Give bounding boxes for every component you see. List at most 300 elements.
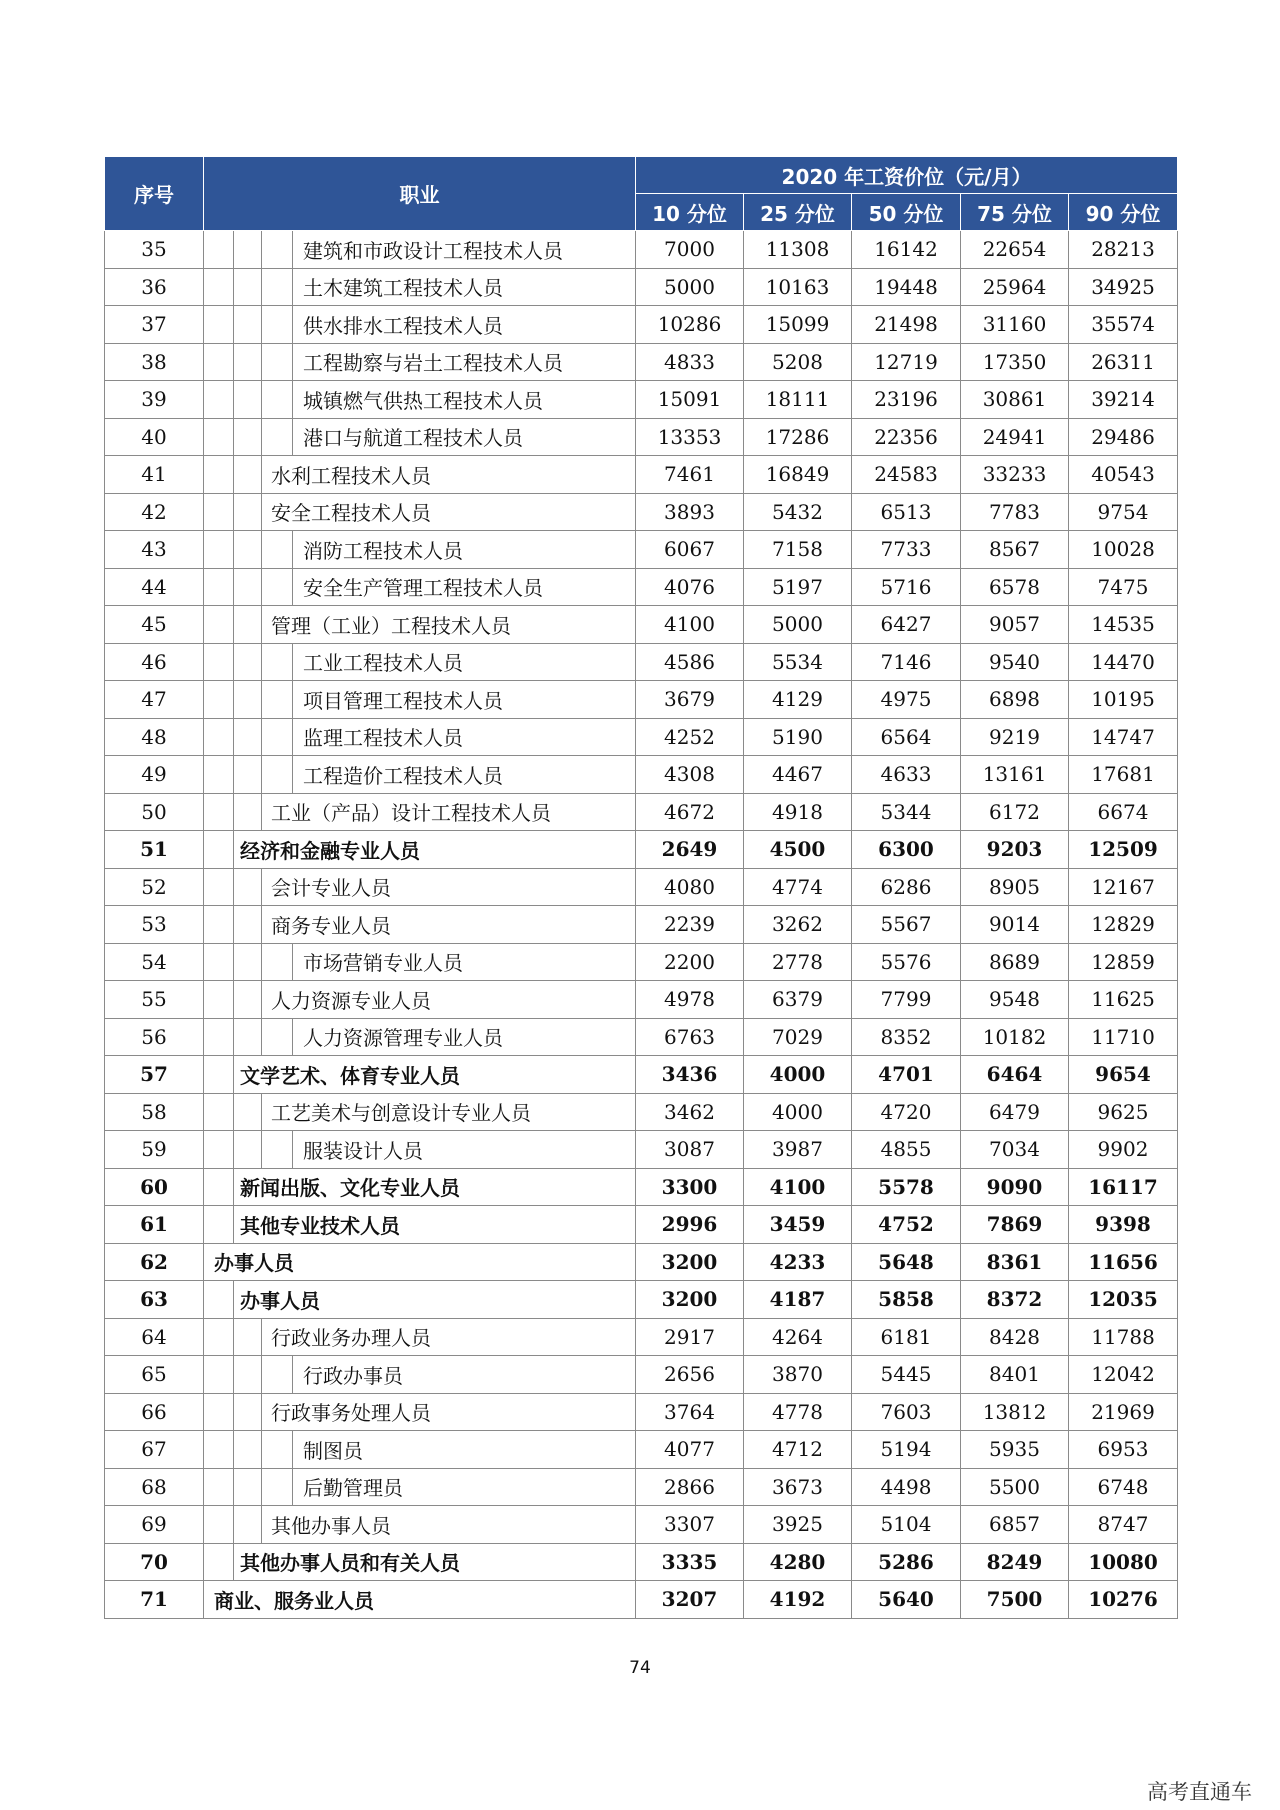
row-p50: 12719: [852, 343, 961, 381]
row-p90: 10028: [1069, 531, 1178, 569]
header-seq: 序号: [105, 157, 204, 231]
table-row: [105, 906, 1178, 944]
table-row: [105, 1506, 1178, 1544]
row-p10: 3893: [636, 493, 744, 531]
row-occupation: 建筑和市政设计工程技术人员: [303, 238, 563, 263]
row-p90: 12042: [1069, 1356, 1178, 1394]
row-p75: 9219: [961, 718, 1069, 756]
row-seq: 65: [105, 1356, 204, 1394]
row-occupation: 安全工程技术人员: [271, 501, 431, 526]
row-p50: 6513: [852, 493, 961, 531]
row-p50: 5567: [852, 906, 961, 944]
table-row: [105, 1206, 1178, 1244]
row-occupation: 城镇燃气供热工程技术人员: [303, 388, 543, 413]
row-occupation: 行政业务办理人员: [271, 1326, 431, 1351]
row-occupation-cell: [204, 1468, 636, 1506]
row-occupation: 会计专业人员: [271, 876, 391, 901]
tree-indent-line: [292, 719, 293, 756]
row-occupation-cell: [204, 1168, 636, 1206]
row-p25: 4712: [744, 1431, 852, 1469]
table-row: [105, 531, 1178, 569]
row-occupation-cell: [204, 268, 636, 306]
page-number: 74: [629, 1658, 651, 1678]
tree-indent-line: [233, 1506, 234, 1543]
table-row: [105, 343, 1178, 381]
tree-indent-line: [233, 1319, 234, 1356]
row-occupation-cell: [204, 381, 636, 419]
tree-indent-line: [233, 944, 234, 981]
row-p75: 8249: [961, 1543, 1069, 1581]
row-seq: 60: [105, 1168, 204, 1206]
row-occupation-cell: [204, 1093, 636, 1131]
row-p90: 6674: [1069, 793, 1178, 831]
row-occupation-cell: [204, 1431, 636, 1469]
row-occupation-cell: [204, 306, 636, 344]
row-occupation: 港口与航道工程技术人员: [303, 426, 523, 451]
row-p10: 3087: [636, 1131, 744, 1169]
tree-indent-line: [233, 719, 234, 756]
row-p75: 17350: [961, 343, 1069, 381]
tree-indent-line: [233, 456, 234, 493]
row-occupation: 服装设计人员: [303, 1138, 423, 1163]
row-seq: 68: [105, 1468, 204, 1506]
table-row: [105, 1431, 1178, 1469]
row-occupation: 新闻出版、文化专业人员: [240, 1176, 460, 1201]
tree-indent-line: [261, 794, 262, 831]
table-row: [105, 418, 1178, 456]
table-row: [105, 1281, 1178, 1319]
row-p50: 5648: [852, 1243, 961, 1281]
row-p75: 8372: [961, 1281, 1069, 1319]
table-row: [105, 493, 1178, 531]
row-p10: 2239: [636, 906, 744, 944]
wage-table: [104, 156, 1178, 1619]
tree-indent-line: [233, 831, 234, 868]
tree-indent-line: [233, 1356, 234, 1393]
row-seq: 50: [105, 793, 204, 831]
row-seq: 40: [105, 418, 204, 456]
row-p10: 2200: [636, 943, 744, 981]
tree-indent-line: [233, 1019, 234, 1056]
row-seq: 39: [105, 381, 204, 419]
tree-indent-line: [233, 794, 234, 831]
row-occupation-cell: [204, 606, 636, 644]
tree-indent-line: [233, 1394, 234, 1431]
row-p50: 4975: [852, 681, 961, 719]
row-p25: 4280: [744, 1543, 852, 1581]
tree-indent-line: [292, 1356, 293, 1393]
tree-indent-line: [292, 531, 293, 568]
row-p90: 26311: [1069, 343, 1178, 381]
row-p50: 21498: [852, 306, 961, 344]
table-row: [105, 681, 1178, 719]
tree-indent-line: [261, 1506, 262, 1543]
row-seq: 36: [105, 268, 204, 306]
row-p75: 9548: [961, 981, 1069, 1019]
row-p50: 5716: [852, 568, 961, 606]
tree-indent-line: [233, 606, 234, 643]
row-p75: 8428: [961, 1318, 1069, 1356]
row-occupation-cell: [204, 1581, 636, 1619]
row-occupation-cell: [204, 681, 636, 719]
tree-indent-line: [261, 1131, 262, 1168]
row-seq: 57: [105, 1056, 204, 1094]
row-p75: 8689: [961, 943, 1069, 981]
tree-indent-line: [261, 756, 262, 793]
tree-indent-line: [261, 1094, 262, 1131]
tree-indent-line: [233, 1469, 234, 1506]
tree-indent-line: [233, 231, 234, 268]
tree-indent-line: [261, 569, 262, 606]
row-p10: 5000: [636, 268, 744, 306]
table-row: [105, 1393, 1178, 1431]
row-p10: 3300: [636, 1168, 744, 1206]
row-p25: 4192: [744, 1581, 852, 1619]
tree-indent-line: [233, 1094, 234, 1131]
row-occupation: 工业工程技术人员: [303, 651, 463, 676]
row-seq: 35: [105, 231, 204, 269]
row-seq: 64: [105, 1318, 204, 1356]
row-p90: 9754: [1069, 493, 1178, 531]
row-seq: 46: [105, 643, 204, 681]
row-seq: 58: [105, 1093, 204, 1131]
row-occupation: 后勤管理员: [303, 1476, 403, 1501]
row-p10: 7461: [636, 456, 744, 494]
header-p75: 75 分位: [961, 194, 1069, 231]
row-occupation: 土木建筑工程技术人员: [303, 276, 503, 301]
row-p90: 40543: [1069, 456, 1178, 494]
row-p10: 6067: [636, 531, 744, 569]
row-occupation: 办事人员: [214, 1251, 294, 1276]
header-p10: 10 分位: [636, 194, 744, 231]
row-occupation: 监理工程技术人员: [303, 726, 463, 751]
row-p50: 5286: [852, 1543, 961, 1581]
row-p25: 11308: [744, 231, 852, 269]
row-p50: 4720: [852, 1093, 961, 1131]
row-occupation-cell: [204, 868, 636, 906]
row-p50: 5344: [852, 793, 961, 831]
table-row: [105, 381, 1178, 419]
row-seq: 49: [105, 756, 204, 794]
tree-indent-line: [261, 719, 262, 756]
row-p50: 19448: [852, 268, 961, 306]
header-p50: 50 分位: [852, 194, 961, 231]
row-p90: 12859: [1069, 943, 1178, 981]
row-p25: 17286: [744, 418, 852, 456]
row-occupation-cell: [204, 718, 636, 756]
row-p90: 34925: [1069, 268, 1178, 306]
row-seq: 55: [105, 981, 204, 1019]
table-header: [105, 157, 1178, 231]
table-row: [105, 1093, 1178, 1131]
row-p50: 5445: [852, 1356, 961, 1394]
row-p50: 6564: [852, 718, 961, 756]
row-p25: 4264: [744, 1318, 852, 1356]
row-p90: 17681: [1069, 756, 1178, 794]
row-p10: 2866: [636, 1468, 744, 1506]
table-row: [105, 793, 1178, 831]
row-seq: 59: [105, 1131, 204, 1169]
row-p25: 7029: [744, 1018, 852, 1056]
row-p10: 4672: [636, 793, 744, 831]
row-p90: 11656: [1069, 1243, 1178, 1281]
row-occupation-cell: [204, 756, 636, 794]
row-p90: 7475: [1069, 568, 1178, 606]
row-p10: 15091: [636, 381, 744, 419]
row-p10: 13353: [636, 418, 744, 456]
row-p10: 2649: [636, 831, 744, 869]
tree-indent-line: [261, 231, 262, 268]
tree-indent-line: [233, 1131, 234, 1168]
table-row: [105, 756, 1178, 794]
row-p25: 5432: [744, 493, 852, 531]
tree-indent-line: [261, 381, 262, 418]
tree-indent-line: [233, 681, 234, 718]
row-p90: 11788: [1069, 1318, 1178, 1356]
tree-indent-line: [292, 419, 293, 456]
tree-indent-line: [261, 494, 262, 531]
row-seq: 42: [105, 493, 204, 531]
header-occupation: 职业: [204, 157, 636, 231]
row-p75: 9014: [961, 906, 1069, 944]
table-row: [105, 1168, 1178, 1206]
row-p10: 4252: [636, 718, 744, 756]
row-p90: 10195: [1069, 681, 1178, 719]
row-p90: 10276: [1069, 1581, 1178, 1619]
row-p50: 6427: [852, 606, 961, 644]
row-p75: 6578: [961, 568, 1069, 606]
row-seq: 44: [105, 568, 204, 606]
row-p10: 3764: [636, 1393, 744, 1431]
row-occupation: 文学艺术、体育专业人员: [240, 1063, 460, 1088]
tree-indent-line: [261, 456, 262, 493]
row-p25: 4467: [744, 756, 852, 794]
watermark: 高考直通车: [1147, 1780, 1252, 1804]
row-p90: 29486: [1069, 418, 1178, 456]
row-p50: 5578: [852, 1168, 961, 1206]
row-p10: 3200: [636, 1243, 744, 1281]
row-occupation: 办事人员: [240, 1288, 320, 1313]
row-occupation: 人力资源管理专业人员: [303, 1026, 503, 1051]
row-p50: 7733: [852, 531, 961, 569]
row-occupation-cell: [204, 1281, 636, 1319]
row-p75: 7869: [961, 1206, 1069, 1244]
tree-indent-line: [292, 1019, 293, 1056]
row-occupation-cell: [204, 1131, 636, 1169]
header-p25: 25 分位: [744, 194, 852, 231]
row-p75: 8567: [961, 531, 1069, 569]
table-row: [105, 568, 1178, 606]
table-row: [105, 231, 1178, 269]
row-seq: 66: [105, 1393, 204, 1431]
row-p75: 13161: [961, 756, 1069, 794]
row-p25: 3459: [744, 1206, 852, 1244]
tree-indent-line: [292, 681, 293, 718]
tree-indent-line: [233, 906, 234, 943]
row-p75: 22654: [961, 231, 1069, 269]
row-occupation-cell: [204, 343, 636, 381]
row-p50: 23196: [852, 381, 961, 419]
row-p75: 7034: [961, 1131, 1069, 1169]
row-p10: 4586: [636, 643, 744, 681]
tree-indent-line: [233, 344, 234, 381]
row-p10: 3462: [636, 1093, 744, 1131]
row-seq: 54: [105, 943, 204, 981]
tree-indent-line: [233, 1281, 234, 1318]
tree-indent-line: [261, 944, 262, 981]
tree-indent-line: [261, 906, 262, 943]
table-row: [105, 456, 1178, 494]
table-row: [105, 1243, 1178, 1281]
row-occupation-cell: [204, 231, 636, 269]
row-p90: 21969: [1069, 1393, 1178, 1431]
row-p10: 3335: [636, 1543, 744, 1581]
row-occupation-cell: [204, 1243, 636, 1281]
row-occupation-cell: [204, 1056, 636, 1094]
tree-indent-line: [233, 644, 234, 681]
tree-indent-line: [292, 569, 293, 606]
tree-indent-line: [261, 1394, 262, 1431]
row-p90: 9654: [1069, 1056, 1178, 1094]
row-p90: 11625: [1069, 981, 1178, 1019]
row-p90: 6748: [1069, 1468, 1178, 1506]
table-row: [105, 981, 1178, 1019]
table-body: [105, 231, 1178, 1619]
row-p25: 3925: [744, 1506, 852, 1544]
row-p10: 3200: [636, 1281, 744, 1319]
row-p10: 2656: [636, 1356, 744, 1394]
row-p90: 9398: [1069, 1206, 1178, 1244]
row-occupation-cell: [204, 456, 636, 494]
row-p90: 12509: [1069, 831, 1178, 869]
row-p90: 11710: [1069, 1018, 1178, 1056]
row-occupation: 经济和金融专业人员: [240, 838, 420, 863]
row-occupation: 其他办事人员: [271, 1513, 391, 1538]
row-p50: 4752: [852, 1206, 961, 1244]
row-p25: 4500: [744, 831, 852, 869]
row-p10: 3679: [636, 681, 744, 719]
row-seq: 63: [105, 1281, 204, 1319]
row-p25: 15099: [744, 306, 852, 344]
tree-indent-line: [261, 419, 262, 456]
row-p25: 4233: [744, 1243, 852, 1281]
row-occupation: 行政事务处理人员: [271, 1401, 431, 1426]
row-p10: 10286: [636, 306, 744, 344]
row-p50: 6181: [852, 1318, 961, 1356]
tree-indent-line: [261, 981, 262, 1018]
row-p75: 6898: [961, 681, 1069, 719]
row-seq: 61: [105, 1206, 204, 1244]
row-p90: 12829: [1069, 906, 1178, 944]
row-seq: 48: [105, 718, 204, 756]
row-p75: 13812: [961, 1393, 1069, 1431]
tree-indent-line: [292, 344, 293, 381]
row-seq: 47: [105, 681, 204, 719]
row-seq: 41: [105, 456, 204, 494]
table-row: [105, 606, 1178, 644]
row-p50: 5640: [852, 1581, 961, 1619]
row-occupation-cell: [204, 643, 636, 681]
row-p25: 2778: [744, 943, 852, 981]
row-p10: 3436: [636, 1056, 744, 1094]
row-p75: 7783: [961, 493, 1069, 531]
row-p75: 24941: [961, 418, 1069, 456]
table-row: [105, 868, 1178, 906]
row-p50: 5104: [852, 1506, 961, 1544]
tree-indent-line: [233, 1056, 234, 1093]
row-p10: 3307: [636, 1506, 744, 1544]
row-p10: 4077: [636, 1431, 744, 1469]
row-occupation: 商业、服务业人员: [214, 1588, 374, 1613]
row-p50: 7603: [852, 1393, 961, 1431]
tree-indent-line: [292, 1469, 293, 1506]
row-p90: 28213: [1069, 231, 1178, 269]
row-p50: 24583: [852, 456, 961, 494]
tree-indent-line: [261, 1356, 262, 1393]
tree-indent-line: [292, 269, 293, 306]
row-p50: 5576: [852, 943, 961, 981]
row-p25: 5534: [744, 643, 852, 681]
row-p75: 9090: [961, 1168, 1069, 1206]
tree-indent-line: [261, 1319, 262, 1356]
row-seq: 52: [105, 868, 204, 906]
row-p25: 10163: [744, 268, 852, 306]
table-row: [105, 718, 1178, 756]
table-row: [105, 306, 1178, 344]
row-p90: 14470: [1069, 643, 1178, 681]
row-p75: 30861: [961, 381, 1069, 419]
row-p25: 4774: [744, 868, 852, 906]
row-p10: 4308: [636, 756, 744, 794]
row-occupation-cell: [204, 1393, 636, 1431]
row-p90: 35574: [1069, 306, 1178, 344]
row-p25: 3262: [744, 906, 852, 944]
row-p25: 4778: [744, 1393, 852, 1431]
table-row: [105, 1468, 1178, 1506]
row-seq: 53: [105, 906, 204, 944]
tree-indent-line: [233, 306, 234, 343]
tree-indent-line: [233, 269, 234, 306]
row-p25: 6379: [744, 981, 852, 1019]
row-p10: 2917: [636, 1318, 744, 1356]
row-p90: 6953: [1069, 1431, 1178, 1469]
row-p50: 6300: [852, 831, 961, 869]
row-occupation: 其他专业技术人员: [240, 1213, 400, 1238]
row-occupation: 消防工程技术人员: [303, 538, 463, 563]
row-p50: 4855: [852, 1131, 961, 1169]
row-p50: 4498: [852, 1468, 961, 1506]
row-p75: 9057: [961, 606, 1069, 644]
tree-indent-line: [292, 1431, 293, 1468]
row-p25: 3673: [744, 1468, 852, 1506]
tree-indent-line: [233, 1206, 234, 1243]
tree-indent-line: [292, 1131, 293, 1168]
row-seq: 69: [105, 1506, 204, 1544]
table-row: [105, 1131, 1178, 1169]
tree-indent-line: [233, 1544, 234, 1581]
row-occupation: 水利工程技术人员: [271, 463, 431, 488]
row-p25: 4100: [744, 1168, 852, 1206]
row-p50: 5194: [852, 1431, 961, 1469]
row-occupation-cell: [204, 1356, 636, 1394]
tree-indent-line: [261, 269, 262, 306]
row-occupation: 项目管理工程技术人员: [303, 688, 503, 713]
row-p75: 33233: [961, 456, 1069, 494]
row-occupation: 商务专业人员: [271, 913, 391, 938]
row-p75: 8905: [961, 868, 1069, 906]
row-occupation: 市场营销专业人员: [303, 951, 463, 976]
row-seq: 71: [105, 1581, 204, 1619]
